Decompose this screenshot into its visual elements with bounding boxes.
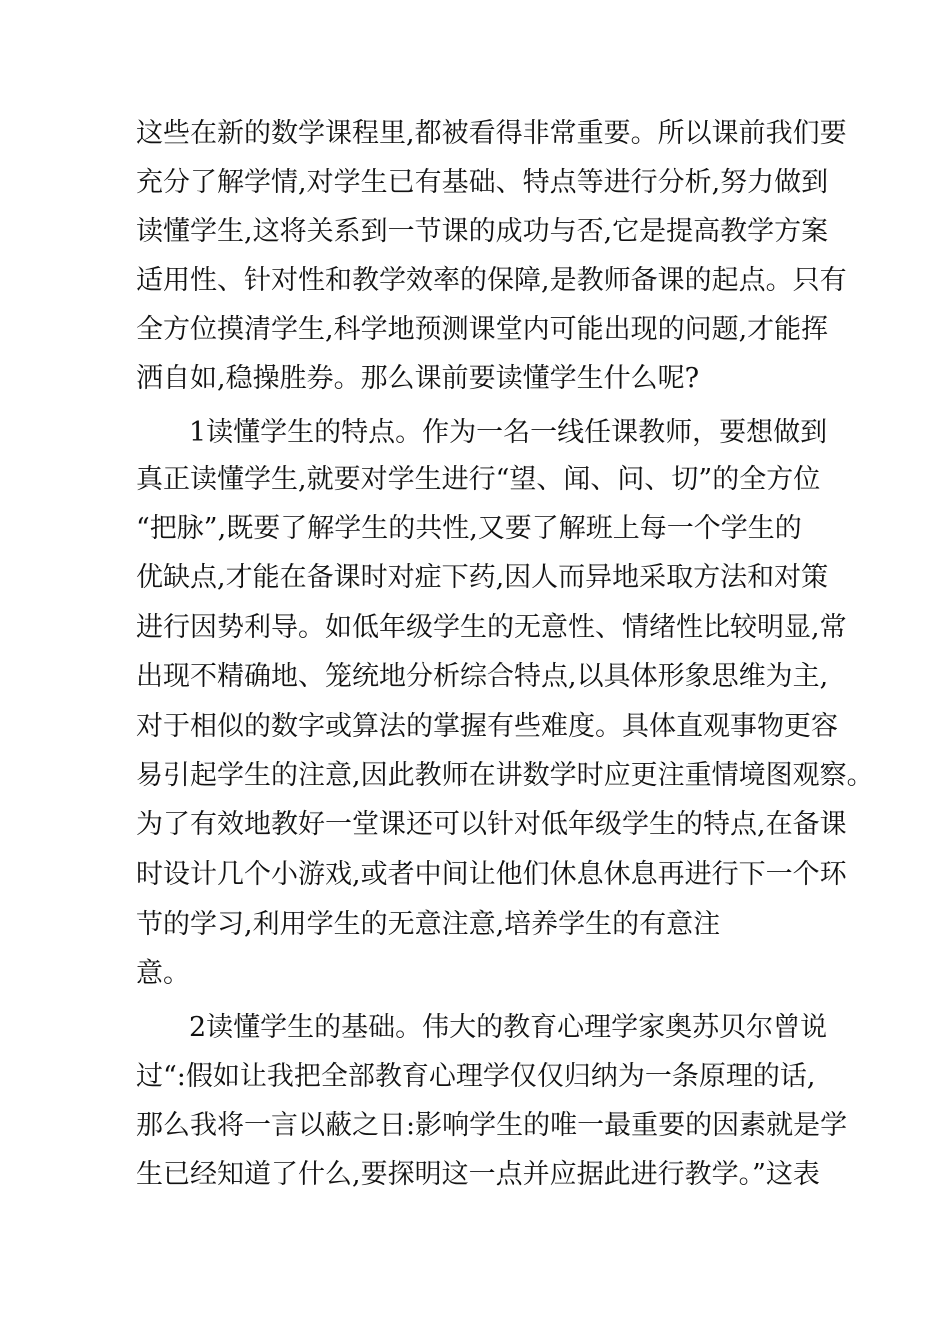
text-line: 过“:假如让我把全部教育心理学仅仅归纳为一条原理的话, [136, 1061, 816, 1092]
text-line: 出现不精确地、笼统地分析综合特点,以具体形象思维为主, [136, 661, 829, 692]
paragraph-first-line: 1读懂学生的特点。作为一名一线任课教师，要想做到 [189, 417, 828, 448]
text-line: 易引起学生的注意,因此教师在讲数学时应更注重情境图观察。 [136, 760, 874, 791]
text-line: “把脉”,既要了解学生的共性,又要了解班上每一个学生的 [136, 513, 802, 544]
text-line: 为了有效地教好一堂课还可以针对低年级学生的特点,在备课 [136, 809, 847, 840]
text-line: 意。 [136, 958, 190, 989]
text-line: 时设计几个小游戏,或者中间让他们休息休息再进行下一个环 [136, 859, 847, 890]
text-line: 优缺点,才能在备课时对症下药,因人而异地采取方法和对策 [136, 562, 829, 593]
text-line: 适用性、针对性和教学效率的保障,是教师备课的起点。只有 [136, 265, 847, 296]
text-line: 充分了解学情,对学生已有基础、特点等进行分析,努力做到 [136, 167, 829, 198]
text-line: 生已经知道了什么,要探明这一点并应据此进行教学。”这表 [136, 1159, 820, 1190]
text-line: 节的学习,利用学生的无意注意,培养学生的有意注 [136, 909, 721, 940]
text-line: 这些在新的数学课程里,都被看得非常重要。所以课前我们要 [136, 118, 847, 149]
paragraph-first-line: 2读懂学生的基础。伟大的教育心理学家奥苏贝尔曾说 [189, 1012, 828, 1043]
text-line: 对于相似的数字或算法的掌握有些难度。具体直观事物更容 [136, 711, 838, 742]
text-line: 读懂学生,这将关系到一节课的成功与否,它是提高教学方案 [136, 216, 829, 247]
text-line: 洒自如,稳操胜券。那么课前要读懂学生什么呢? [136, 363, 700, 394]
text-line: 全方位摸清学生,科学地预测课堂内可能出现的问题,才能挥 [136, 314, 829, 345]
text-line: 进行因势利导。如低年级学生的无意性、情绪性比较明显,常 [136, 612, 847, 643]
text-line: 那么我将一言以蔽之日:影响学生的唯一最重要的因素就是学 [136, 1110, 848, 1141]
text-line: 真正读懂学生,就要对学生进行“望、闻、问、切”的全方位 [136, 464, 821, 495]
